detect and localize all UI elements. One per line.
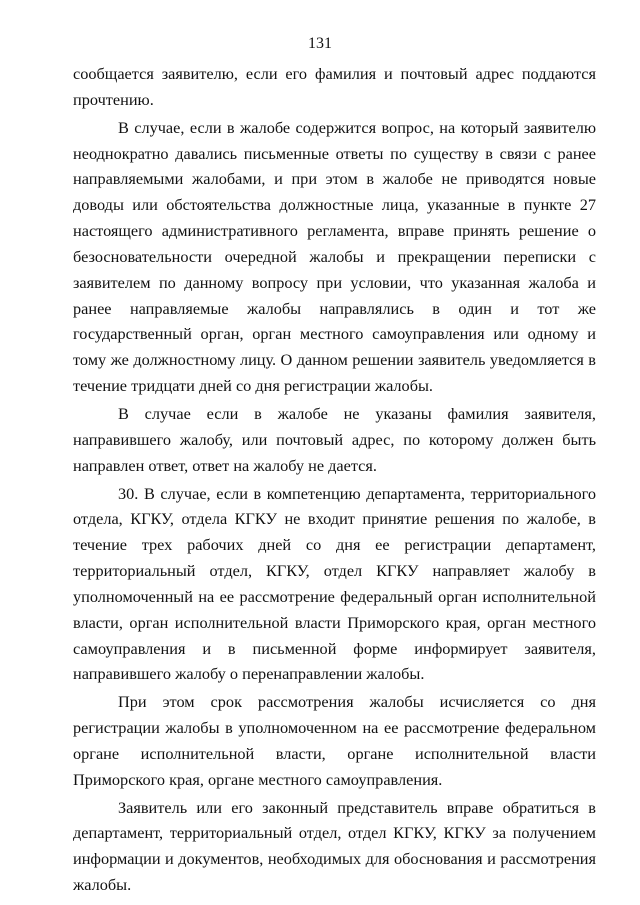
page-number: 131 xyxy=(308,35,332,52)
paragraph-no-surname: В случае если в жалобе не указаны фамилия заявителя, направившего жалобу, или почтовый адрес, по которому должен быть направлен ответ, ответ на жалобу не дается. xyxy=(73,403,596,475)
paragraph-continuation: сообщается заявителю, если его фамилия и почтовый адрес поддаются прочтению. xyxy=(73,64,596,109)
paragraph-item-30: 30. В случае, если в компетенцию департамента, территориального отдела, КГКУ, отдела КГКУ не входит принятие решения по жалобе, в течение трех рабочих дней со дня ее регистрации департамент, территориальный отдел, КГКУ, отдел КГКУ направляет жалобу в уполномоченный на ее рассмотрение федеральный орган исполнительной власти, орган исполнительной власти Приморского края, орган местного самоуправления и в письменной форме информирует заявителя, направившего жалобу о перенаправлении жалобы. xyxy=(73,483,596,684)
paragraph-review-period: При этом срок рассмотрения жалобы исчисляется со дня регистрации жалобы в уполномоченном на ее рассмотрение федеральном органе исполнительной власти, органе исполнительной власти Приморского края, органе местного самоуправления. xyxy=(73,692,596,789)
document-body xyxy=(73,61,596,898)
paragraph-repeated-complaint: В случае, если в жалобе содержится вопрос, на который заявителю неоднократно давались письменные ответы по существу в связи с ранее направляемыми жалобами, и при этом в жалобе не приводятся новые доводы или обстоятельства должностные лица, указанные в пункте 27 настоящего административного регламента, вправе принять решение о безосновательности очередной жалобы и прекращении переписки с заявителем по данному вопросу при условии, что указанная жалоба и ранее направляемые жалобы направлялись в один и тот же государственный орган, орган местного самоуправления или одному и тому же должностному лицу. О данном решении заявитель уведомляется в течение тридцати дней со дня регистрации жалобы. xyxy=(73,117,596,396)
paragraph-applicant-rights: Заявитель или его законный представитель вправе обратиться в департамент, территориальный отдел, отдел КГКУ, КГКУ за получением информации и документов, необходимых для обоснования и рассмотрения жалобы. xyxy=(73,797,596,895)
